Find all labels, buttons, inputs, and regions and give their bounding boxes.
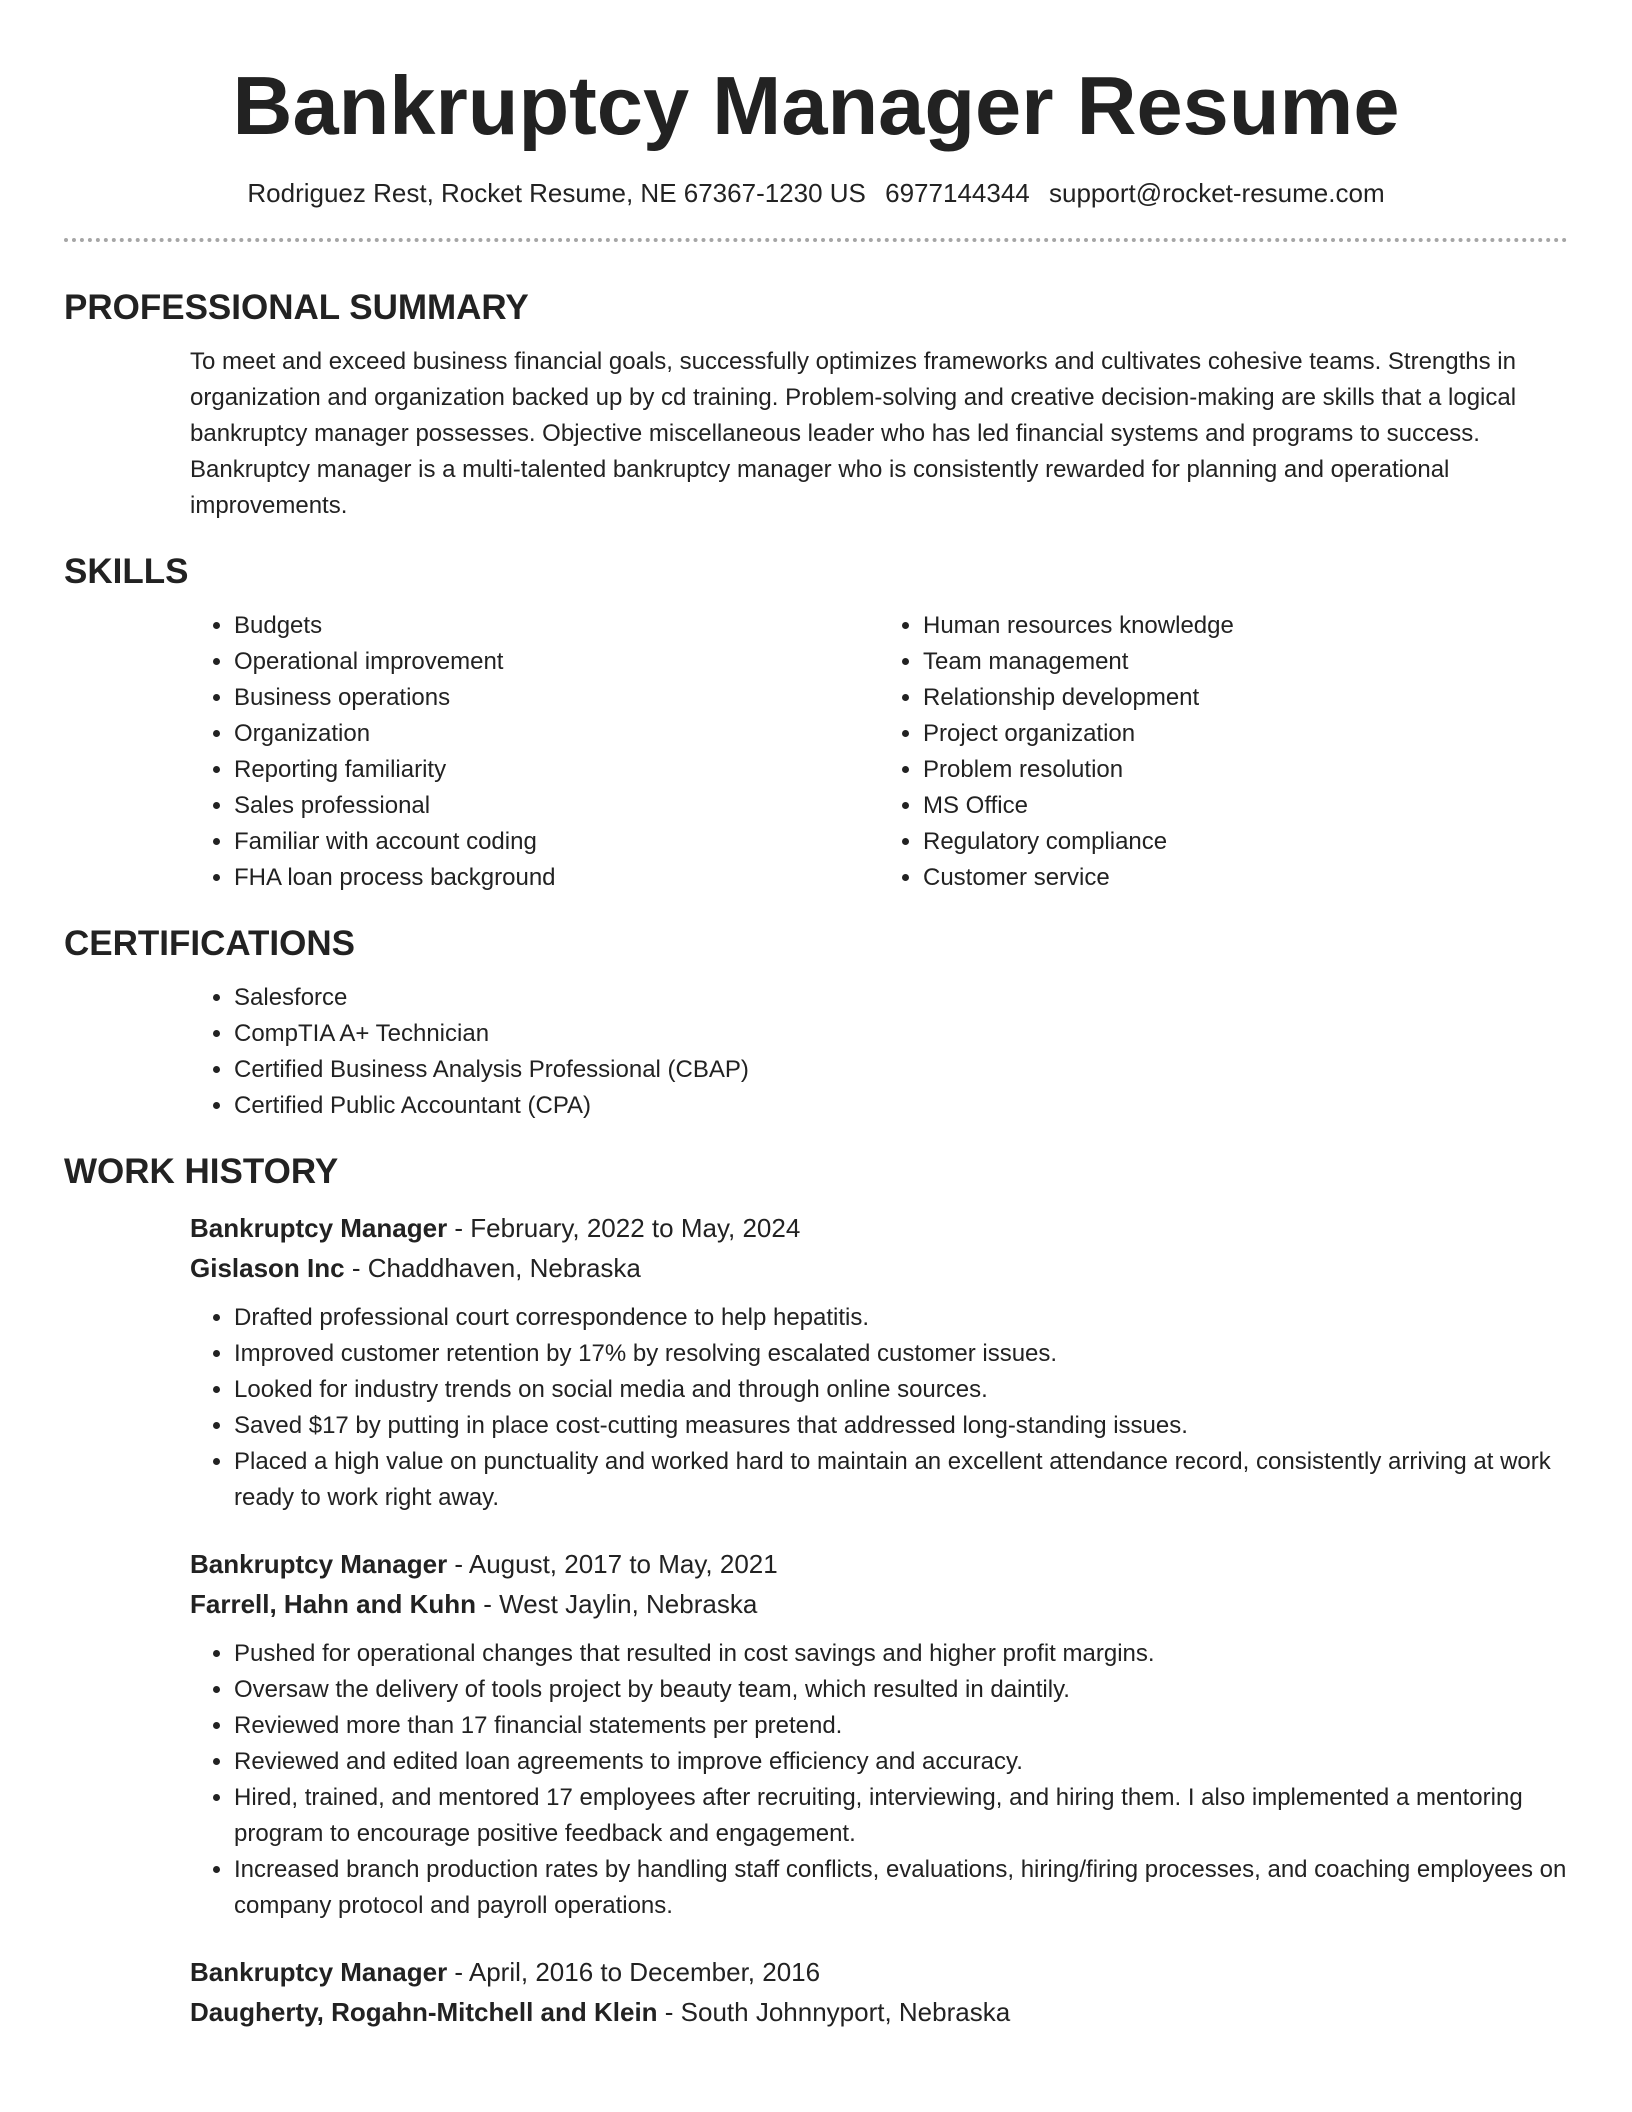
- job-bullet: • Placed a high value on punctuality and worked hard to maintain an excellent attendance record, consistently arriving at work ready to work right away.: [234, 1444, 1568, 1516]
- certification-item: • CompTIA A+ Technician: [234, 1016, 1568, 1052]
- skill-item: • Problem resolution: [923, 752, 1568, 788]
- certifications-heading: CERTIFICATIONS: [64, 924, 356, 963]
- skills-heading: SKILLS: [64, 552, 189, 591]
- job-entry: [190, 1208, 1568, 1516]
- skills-list-left: [190, 608, 879, 896]
- job-company-line: [190, 1992, 1568, 2032]
- job-title-line: [190, 1208, 1568, 1248]
- job-location: - Chaddhaven, Nebraska: [344, 1253, 641, 1283]
- job-dates: - February, 2022 to May, 2024: [447, 1213, 801, 1243]
- job-bullet: • Increased branch production rates by handling staff conflicts, evaluations, hiring/firing processes, and coaching employees on company protocol and payroll operations.: [234, 1852, 1568, 1924]
- job-title: Bankruptcy Manager: [190, 1957, 448, 1987]
- job-company: Farrell, Hahn and Kuhn: [190, 1589, 477, 1619]
- certifications-section: [190, 980, 1568, 1124]
- contact-address: Rodriguez Rest, Rocket Resume, NE 67367-1230 US: [247, 178, 866, 208]
- job-bullets: [190, 1300, 1568, 1516]
- certification-item: • Certified Business Analysis Professional (CBAP): [234, 1052, 1568, 1088]
- skill-item: • Human resources knowledge: [923, 608, 1568, 644]
- resume-title: Bankruptcy Manager Resume: [232, 59, 1400, 152]
- skill-item: • Relationship development: [923, 680, 1568, 716]
- skills-section: [190, 608, 1568, 896]
- job-entry: [190, 1544, 1568, 1924]
- job-bullet: • Hired, trained, and mentored 17 employees after recruiting, interviewing, and hiring them. I also implemented a mentoring program to encourage positive feedback and engagement.: [234, 1780, 1568, 1852]
- skill-item: • Regulatory compliance: [923, 824, 1568, 860]
- resume-page: [64, 0, 1568, 2032]
- work-history-heading: WORK HISTORY: [64, 1152, 339, 1191]
- job-bullets: [190, 1636, 1568, 1924]
- job-dates: - April, 2016 to December, 2016: [447, 1957, 821, 1987]
- job-bullet: • Looked for industry trends on social media and through online sources.: [234, 1372, 1568, 1408]
- job-location: - South Johnnyport, Nebraska: [657, 1997, 1011, 2027]
- job-bullet: • Saved $17 by putting in place cost-cutting measures that addressed long-standing issues.: [234, 1408, 1568, 1444]
- job-bullet: • Pushed for operational changes that resulted in cost savings and higher profit margins.: [234, 1636, 1568, 1672]
- skills-list-right: [879, 608, 1568, 896]
- summary-section: [190, 344, 1568, 524]
- job-bullet: • Reviewed more than 17 financial statements per pretend.: [234, 1708, 1568, 1744]
- summary-text: To meet and exceed business financial goals, successfully optimizes frameworks and cultivates cohesive teams. Strengths in organization and organization backed up by cd training. Problem-solving and creative decision-making are skills that a logical bankruptcy manager possesses. Objective miscellaneous leader who has led financial systems and programs to success. Bankruptcy manager is a multi-talented bankruptcy manager who is consistently rewarded for planning and operational improvements.: [190, 348, 1517, 519]
- skill-item: • Familiar with account coding: [234, 824, 879, 860]
- job-bullet: • Oversaw the delivery of tools project by beauty team, which resulted in daintily.: [234, 1672, 1568, 1708]
- job-location: - West Jaylin, Nebraska: [476, 1589, 758, 1619]
- certification-item: • Salesforce: [234, 980, 1568, 1016]
- contact-email: support@rocket-resume.com: [1048, 178, 1385, 208]
- work-history-section: [190, 1208, 1568, 2032]
- certifications-list: [190, 980, 1568, 1124]
- job-entry: [190, 1952, 1568, 2032]
- job-bullet: • Reviewed and edited loan agreements to improve efficiency and accuracy.: [234, 1744, 1568, 1780]
- skill-item: • Sales professional: [234, 788, 879, 824]
- summary-heading: PROFESSIONAL SUMMARY: [64, 288, 529, 327]
- job-title: Bankruptcy Manager: [190, 1213, 448, 1243]
- contact-phone: 6977144344: [885, 178, 1030, 208]
- job-company: Gislason Inc: [190, 1253, 345, 1283]
- skill-item: • Team management: [923, 644, 1568, 680]
- skill-item: • Budgets: [234, 608, 879, 644]
- header-divider: [64, 238, 1568, 242]
- job-bullet: • Improved customer retention by 17% by resolving escalated customer issues.: [234, 1336, 1568, 1372]
- skill-item: • Reporting familiarity: [234, 752, 879, 788]
- skill-item: • Operational improvement: [234, 644, 879, 680]
- job-company-line: [190, 1248, 1568, 1288]
- skill-item: • Organization: [234, 716, 879, 752]
- skill-item: • FHA loan process background: [234, 860, 879, 896]
- job-dates: - August, 2017 to May, 2021: [447, 1549, 778, 1579]
- certification-item: • Certified Public Accountant (CPA): [234, 1088, 1568, 1124]
- contact-line: [64, 176, 1568, 210]
- job-title-line: [190, 1952, 1568, 1992]
- job-company-line: [190, 1584, 1568, 1624]
- skill-item: • MS Office: [923, 788, 1568, 824]
- job-bullet: • Drafted professional court correspondence to help hepatitis.: [234, 1300, 1568, 1336]
- skill-item: • Project organization: [923, 716, 1568, 752]
- job-company: Daugherty, Rogahn-Mitchell and Klein: [190, 1997, 658, 2027]
- skill-item: • Business operations: [234, 680, 879, 716]
- skill-item: • Customer service: [923, 860, 1568, 896]
- job-title: Bankruptcy Manager: [190, 1549, 448, 1579]
- job-title-line: [190, 1544, 1568, 1584]
